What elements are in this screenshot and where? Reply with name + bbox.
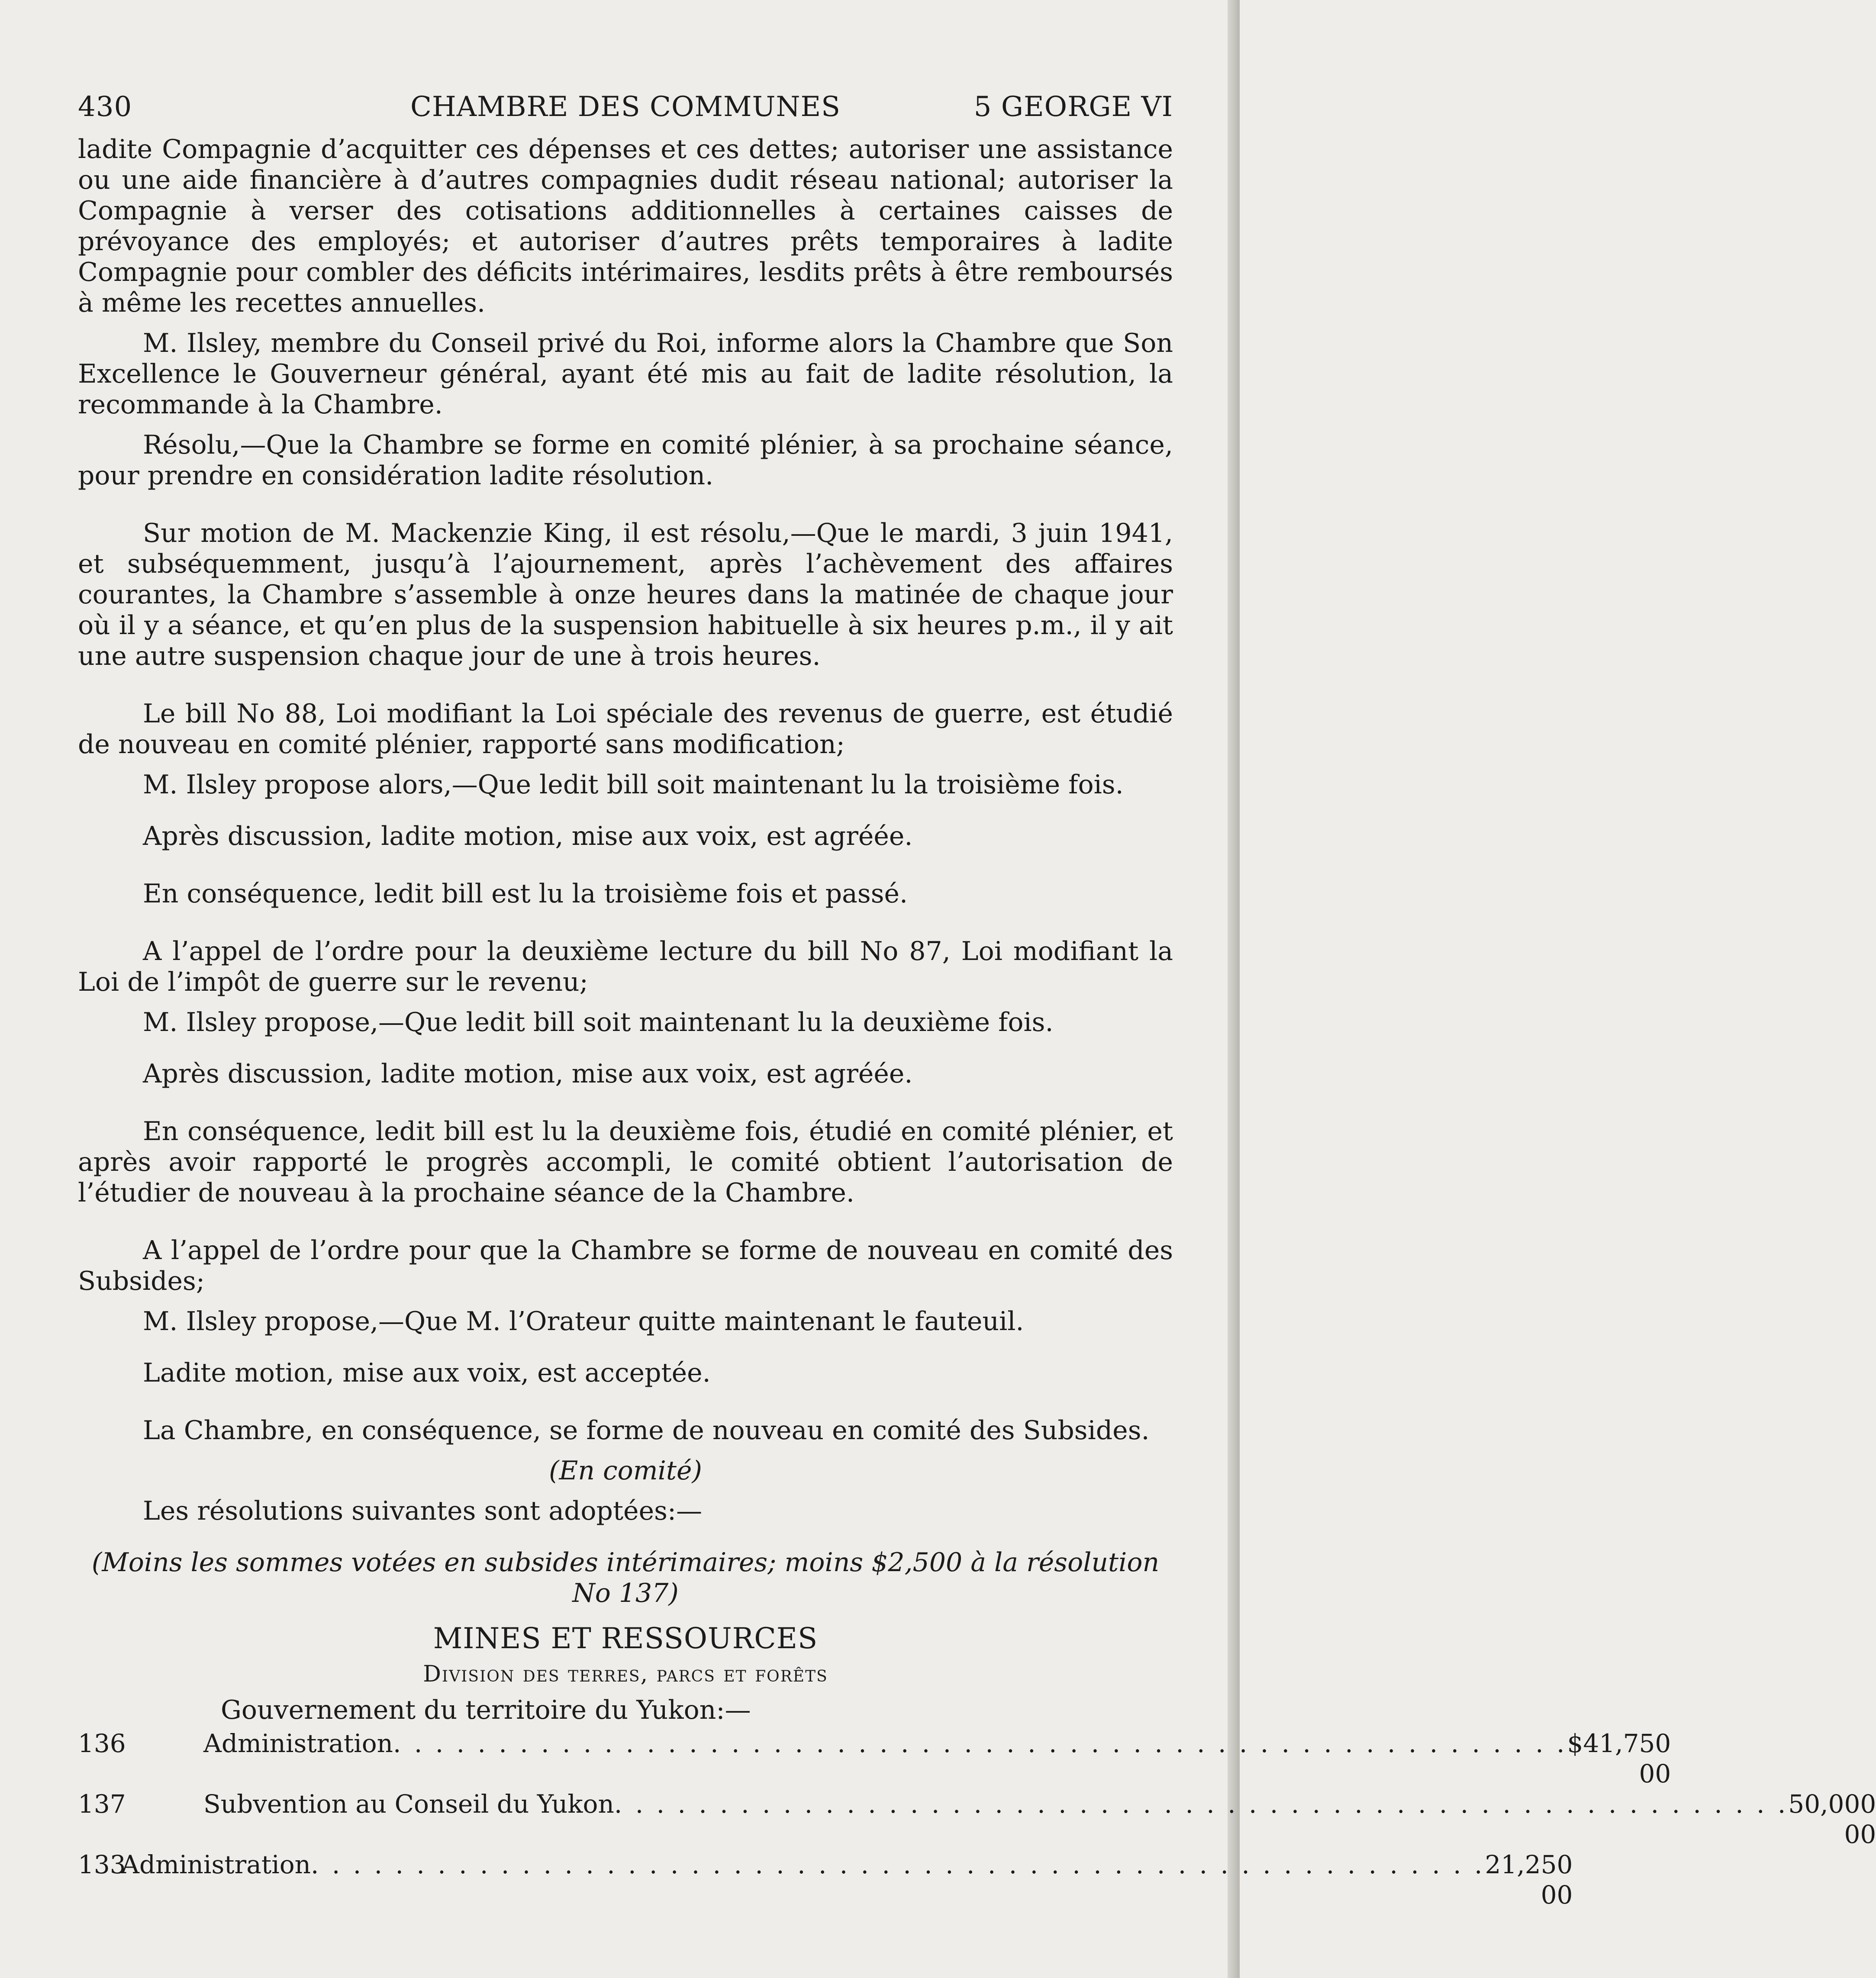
paragraph: ladite Compagnie d’acquitter ces dépenses et ces dettes; autoriser une assistance ou une aide financière à d’autres compagnies dudit réseau national; autoriser la Compagnie à verser des cotisations additionnelles à certaines caisses de prévoyance des employés; et autoriser d’autres prêts temporaires à ladite Compagnie pour combler des déficits intérimaires, lesdits prêts à être remboursés à même les recettes annuelles. [78,134,1173,318]
regnal-year: 5 GEORGE VI [973,91,1173,123]
item-number: 133 [78,1850,126,1879]
item-description: Administration [121,1850,311,1879]
subheading: Gouvernement du territoire du Yukon:— [221,1695,751,1725]
paragraph: La Chambre, en conséquence, se forme de nouveau en comité des Subsides. [143,1415,1150,1446]
currency-symbol: $ [1567,1729,1583,1758]
paragraph: A l’appel de l’ordre pour la deuxième lecture du bill No 87, Loi modifiant la Loi de l’impôt de guerre sur le revenu; [78,936,1173,997]
section-heading: MINES ET RESSOURCES [433,1622,818,1655]
leader-dots: . . . . . . . . . . . . . . . . . . . . . . . . . . . . . . . . . . . . . . . . . . . . . . . . . . . . . . . . [393,1729,1567,1758]
page-number: 430 [78,91,132,123]
paragraph: Ladite motion, mise aux voix, est acceptée. [143,1358,711,1388]
header-title: CHAMBRE DES COMMUNES [410,91,841,123]
paragraph: M. Ilsley, membre du Conseil privé du Roi, informe alors la Chambre que Son Excellence le Gouverneur général, ayant été mis au fait de ladite résolution, la recommande à la Chambre. [78,328,1173,420]
list-item [78,1849,1573,1910]
item-description-wrap [121,1728,1567,1759]
paragraph: M. Ilsley propose alors,—Que ledit bill soit maintenant lu la troisième fois. [143,770,1124,800]
running-header [78,82,1173,134]
committee-note: (En comité) [549,1456,702,1486]
paragraph: A l’appel de l’ordre pour que la Chambre se forme de nouveau en comité des Subsides; [78,1235,1173,1296]
item-number: 136 [78,1729,126,1758]
item-number: 137 [78,1789,126,1819]
paragraph: En conséquence, ledit bill est lu la troisième fois et passé. [143,879,908,909]
paragraph: M. Ilsley propose,—Que ledit bill soit maintenant lu la deuxième fois. [143,1007,1054,1037]
paragraph: Sur motion de M. Mackenzie King, il est résolu,—Que le mardi, 3 juin 1941, et subséquemment, jusqu’à l’ajournement, après l’achèvement des affaires courantes, la Chambre s’assemble à onze heures dans la matinée de chaque jour où il y a séance, et qu’en plus de la suspension habituelle à six heures p.m., il y ait une autre suspension chaque jour de une à trois heures. [78,518,1173,671]
paragraph: Les résolutions suivantes sont adoptées:— [143,1496,703,1526]
item-amount: 21,250 00 [1485,1850,1573,1910]
paragraph: Le bill No 88, Loi modifiant la Loi spéciale des revenus de guerre, est étudié de nouveau en comité plénier, rapporté sans modification; [78,699,1173,760]
item-description: Subvention au Conseil du Yukon [203,1789,614,1819]
page-edge [1228,0,1240,1978]
paragraph: Après discussion, ladite motion, mise aux voix, est agréée. [143,821,913,851]
paragraph: Résolu,—Que la Chambre se forme en comité plénier, à sa prochaine séance, pour prendre en considération ladite résolution. [78,430,1173,491]
division-heading: Division des terres, parcs et forêts [423,1661,828,1687]
item-amount: 50,000 00 [1788,1789,1876,1849]
document-page [78,82,1876,1910]
paragraph: Après discussion, ladite motion, mise aux voix, est agréée. [143,1059,913,1089]
item-description-wrap [121,1849,1485,1880]
interim-note: (Moins les sommes votées en subsides intérimaires; moins $2,500 à la résolution No 137) [91,1547,1160,1608]
leader-dots: . . . . . . . . . . . . . . . . . . . . . . . . . . . . . . . . . . . . . . . . . . . . . . . . . . . . . . . . [614,1789,1789,1819]
appropriation-list [78,1728,1876,1910]
leader-dots: . . . . . . . . . . . . . . . . . . . . . . . . . . . . . . . . . . . . . . . . . . . . . . . . . . . . . . . . [310,1850,1485,1879]
item-description: Administration [203,1729,393,1758]
item-amount: 41,750 00 [1583,1729,1671,1788]
list-item [78,1789,1876,1849]
paragraph: En conséquence, ledit bill est lu la deuxième fois, étudié en comité plénier, et après avoir rapporté le progrès accompli, le comité obtient l’autorisation de l’étudier de nouveau à la prochaine séance de la Chambre. [78,1116,1173,1208]
item-description-wrap [121,1789,1788,1819]
paragraph: M. Ilsley propose,—Que M. l’Orateur quitte maintenant le fauteuil. [143,1306,1024,1337]
list-item [78,1728,1671,1789]
